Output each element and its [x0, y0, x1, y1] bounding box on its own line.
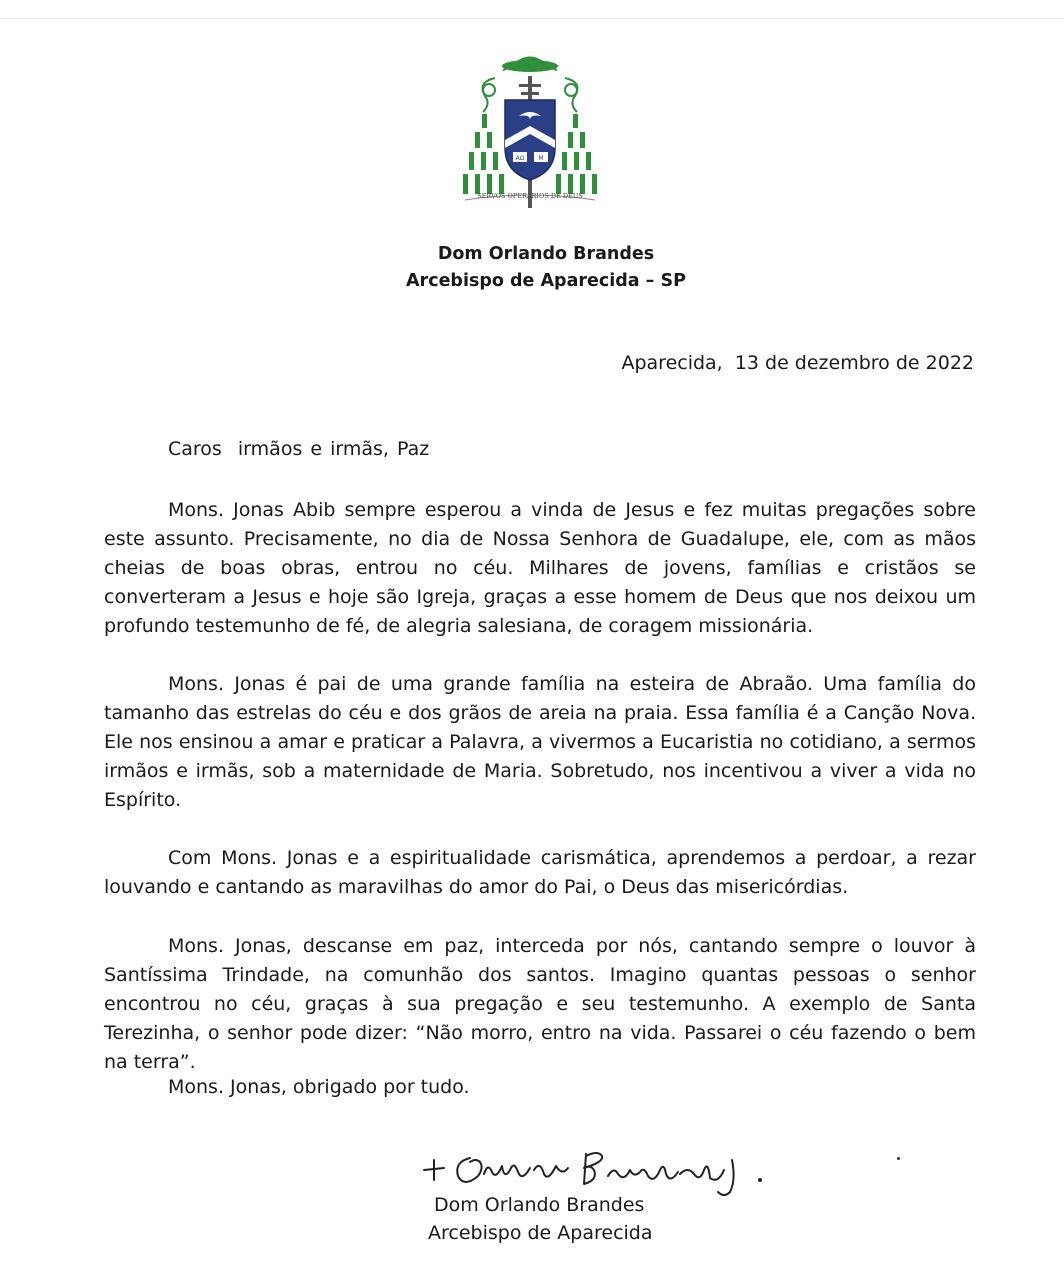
letter-paragraph-3: Com Mons. Jonas e a espiritualidade carismática, aprendemos a perdoar, a rezar louvando e cantando as maravilhas do amor do Pai, o Deus das misericórdias. [104, 847, 976, 898]
svg-text:M: M [538, 155, 544, 162]
handwritten-signature [418, 1140, 778, 1202]
letter-paragraph-2: Mons. Jonas é pai de uma grande família na esteira de Abraão. Uma família do tamanho das estrelas do céu e dos grãos de areia na praia. Essa família é a Canção Nova. Ele nos ensinou a amar e praticar a Palavra, a vivermos a Eucaristia no cotidiano, a sermos irmãos e irmãs, sob a maternidade de Maria. Sobretudo, nos incentivou a viver a vida no Espírito. [104, 673, 976, 811]
ink-speck [897, 1157, 900, 1160]
header-name: Dom Orlando Brandes [437, 244, 655, 264]
page-top-edge [0, 18, 1064, 19]
svg-text:AΩ: AΩ [515, 155, 525, 162]
signature-title: Arcebispo de Aparecida [428, 1222, 653, 1244]
archbishop-coat-of-arms-icon [455, 48, 605, 218]
letter-paragraph-4: Mons. Jonas, descanse em paz, interceda por nós, cantando sempre o louvor à Santíssima Trindade, na comunhão dos santos. Imagino quantas pessoas o senhor encontrou no céu, graças à sua pregação e seu testemunho. A exemplo de Santa Terezinha, o senhor pode dizer: “Não morro, entro na vida. Passarei o céu fazendo o bem na terra”. [104, 935, 976, 1073]
header-title: Arcebispo de Aparecida – SP [406, 271, 686, 291]
svg-text:SERVOS OPERARIOS DE DEUS: SERVOS OPERARIOS DE DEUS [477, 192, 583, 200]
letter-paragraph-1: Mons. Jonas Abib sempre esperou a vinda de Jesus e fez muitas pregações sobre este assunto. Precisamente, no dia de Nossa Senhora de Guadalupe, ele, com as mãos cheias de boas obras, entrou no céu. Milhares de jovens, famílias e cristãos se converteram a Jesus e hoje são Igreja, graças a esse homem de Deus que nos deixou um profundo testemunho de fé, de alegria salesiana, de coragem missionária. [104, 499, 976, 637]
signature-name: Dom Orlando Brandes [434, 1194, 645, 1216]
letter-date: Aparecida, 13 de dezembro de 2022 [621, 352, 974, 374]
letter-greeting: Caros irmãos e irmãs, Paz [168, 438, 430, 460]
letter-closing: Mons. Jonas, obrigado por tudo. [168, 1076, 470, 1098]
